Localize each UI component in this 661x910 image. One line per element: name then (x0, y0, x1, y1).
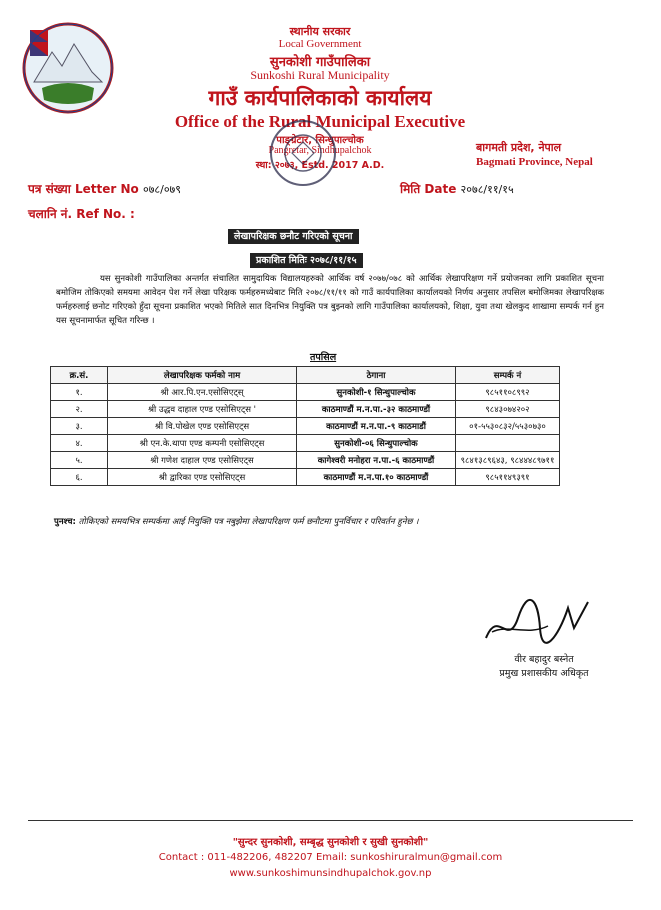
cell-firm: श्री आर.पि.एन.एसोसिएट्स् (108, 384, 297, 401)
handwritten-signature (478, 588, 598, 652)
cell-contact: ९८४३०७४२०२ (456, 401, 560, 418)
office-title-en: Office of the Rural Municipal Executive (174, 112, 466, 131)
cell-sn: ३. (51, 418, 108, 435)
date-label: मिति Date २०७८/११/१५ (400, 182, 514, 196)
postscript (54, 516, 614, 527)
header-line1: स्थानीय सरकार (289, 25, 351, 38)
notice-title-box (228, 224, 359, 243)
letter-no-label: पत्र संख्या Letter No ०७८/०७९ (28, 182, 181, 196)
nepal-emblem-logo (22, 22, 114, 114)
cell-sn: १. (51, 384, 108, 401)
cell-firm: श्री द्वारिका एण्ड एसोसिएट्स (108, 469, 297, 486)
header-line2: Local Government (278, 38, 362, 50)
province-en: Bagmati Province, Nepal (476, 156, 593, 168)
tapsil-heading: तपसिल (310, 352, 337, 363)
signatory-title: प्रमुख प्रशासकीय अधिकृत (499, 668, 589, 679)
province-np: बागमती प्रदेश, नेपाल (476, 141, 562, 154)
cell-address: कागेश्वरी मनोहरा न.पा.-६ काठमाण्डौं (297, 452, 456, 469)
postscript-text: तोकिएको समयभित्र सम्पर्कमा आई नियुक्ति पत्र नबुझेमा लेखापरिक्षण फर्म छनौटमा पुनर्विचार र परिवर्तन हुनेछ । (78, 517, 419, 527)
col-header: सम्पर्क नं (456, 367, 560, 384)
cell-address: काठमाण्डौं म.न.पा.-३२ काठमाण्डौं (297, 401, 456, 418)
established: स्था: २०७३, Estd. 2017 A.D. (255, 160, 385, 171)
published-date-box (250, 248, 363, 267)
address-np: पाङ्ग्रेटार, सिन्धुपाल्चोक (276, 135, 364, 146)
cell-sn: ६. (51, 469, 108, 486)
postscript-label: पुनश्च: (54, 517, 76, 527)
cell-contact: ९८५११०८९९२ (456, 384, 560, 401)
office-title-np: गाउँ कार्यपालिकाको कार्यालय (208, 86, 432, 110)
cell-sn: २. (51, 401, 108, 418)
cell-sn: ५. (51, 452, 108, 469)
cell-address: सुनकोशी-०६ सिन्धुपाल्चोक (297, 435, 456, 452)
cell-sn: ४. (51, 435, 108, 452)
letter-no-value: ०७८/०७९ (142, 183, 181, 196)
table-row (51, 418, 560, 435)
cell-firm: श्री उद्धव दाहाल एण्ड एसोसिएट्स ' (108, 401, 297, 418)
col-header: लेखापरिक्षक फर्मको नाम (108, 367, 297, 384)
table-row (51, 435, 560, 452)
table-header-row (51, 367, 560, 384)
cell-contact: ०१-५५३०८३२/५५३०७३० (456, 418, 560, 435)
cell-firm: श्री एन.के.थापा एण्ड कम्पनी एसोसिएट्स (108, 435, 297, 452)
signatory-name: वीर बहादुर बस्नेत (514, 654, 574, 665)
cell-address: काठमाण्डौं म.न.पा.-९ काठमाडौं (297, 418, 456, 435)
cell-firm: श्री वि.पोखेल एण्ड एसोसिएट्स (108, 418, 297, 435)
cell-contact: ९८४१३८९६४३, ९८४४४८९७११ (456, 452, 560, 469)
col-header: क्र.सं. (51, 367, 108, 384)
cell-contact: ९८५११४९३९१ (456, 469, 560, 486)
col-header: ठेगाना (297, 367, 456, 384)
office-stamp-seal (268, 118, 338, 188)
table-row (51, 401, 560, 418)
header-line3: सुनकोशी गाउँपालिका (269, 55, 371, 70)
notice-body: यस सुनकोशी गाउँपालिका अन्तर्गत संचालित सामुदायिक विद्यालयहरुको आर्थिक वर्ष २०७७/०७८ को आर्थिक लेखापरिक्षण गर्ने प्रयोजनका लागि प्रकाशित सूचना बमोजिम तोकिएको समयमा आवेदन पेश गर्ने लेखा परिक्षक फर्महरुमध्येबाट मिति २०७८/११/११ को गाउँ कार्यपालिका कार्यालयको निर्णय अनुसार तपसिल बमोजिमका लेखापरिक्षक फर्महरुलाई छनोट गरिएको हुँदा सूचना प्रकाशित भएको मितिले सात दिनभित्र नियुक्ति पत्र बुझ्नको लागि गाउँपालिका कार्यालयको, शिक्षा, युवा तथा खेलकुद शाखामा सम्पर्क गर्न हुन यस सूचनामार्फत सूचित गरिन्छ । (56, 274, 604, 326)
table-row (51, 469, 560, 486)
table-row (51, 452, 560, 469)
cell-address: काठमाण्डौं म.न.पा.१० काठमाण्डौं (297, 469, 456, 486)
header-line4: Sunkoshi Rural Municipality (250, 68, 390, 82)
auditor-table (50, 366, 560, 486)
cell-contact (456, 435, 560, 452)
cell-firm: श्री गणेश दाहाल एण्ड एसोसिएट्स (108, 452, 297, 469)
table-row (51, 384, 560, 401)
footer-slogan: "सुन्दर सुनकोशी, सम्बृद्ध सुनकोशी र सुखी सुनकोशी" (232, 837, 429, 848)
published-date: प्रकाशित मितिः २०७८/११/१५ (250, 253, 363, 268)
cell-address: सुनकोशी-१ सिन्धुपाल्चोक (297, 384, 456, 401)
notice-title: लेखापरिक्षक छनौट गरिएको सूचना (228, 229, 359, 244)
footer-divider (28, 820, 633, 821)
ref-no-label: चलानि नं. Ref No. : (28, 207, 135, 221)
footer-contact: Contact : 011-482206, 482207 Email: sunkoshiruralmun@gmail.com (158, 852, 503, 863)
footer-website: www.sunkoshimunsindhupalchok.gov.np (229, 868, 432, 879)
date-value: २०७८/११/१५ (460, 183, 514, 196)
address-en: Pangretar, Sindhupalchok (268, 145, 372, 156)
